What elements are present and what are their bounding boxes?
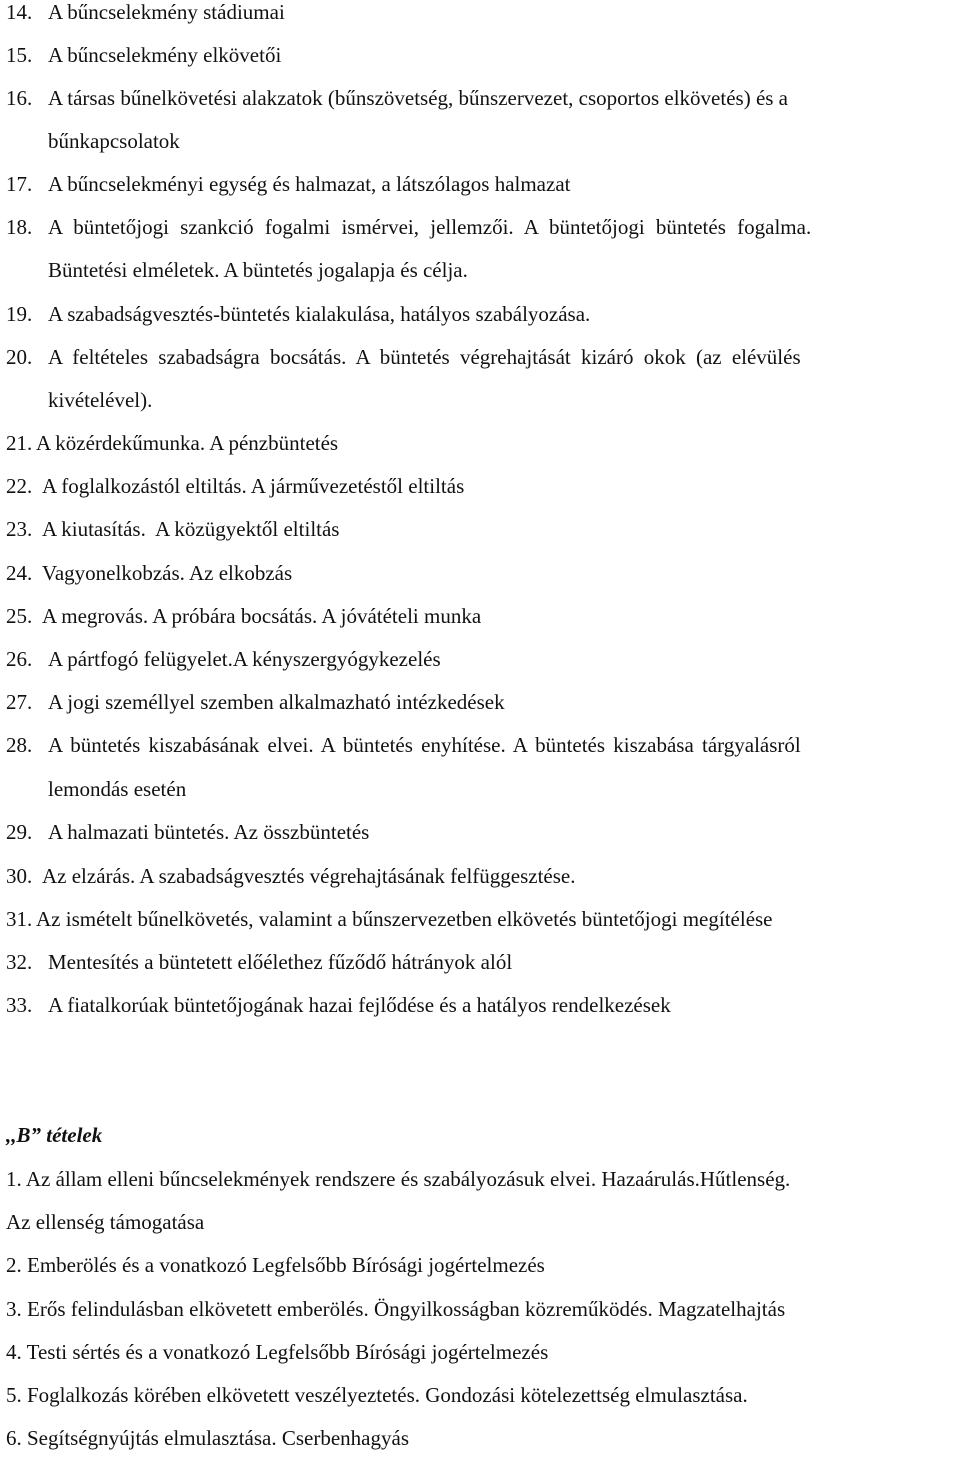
- item-text: Az ismételt bűnelkövetés, valamint a bűnszervezetben elkövetés büntetőjogi megítélése: [36, 907, 773, 931]
- item-text: A büntetőjogi szankció fogalmi ismérvei, jellemzői. A büntetőjogi büntetés fogalma.: [48, 215, 812, 239]
- item-text: Vagyonelkobzás. Az elkobzás: [42, 561, 293, 585]
- list-item: [6, 606, 481, 627]
- list-item: 1. Az állam elleni bűncselekmények rendszere és szabályozásuk elvei. Hazaárulás.Hűtlenség.: [6, 1167, 791, 1191]
- item-text-continuation: Büntetési elméletek. A büntetés jogalapja és célja.: [48, 258, 468, 282]
- item-text-continuation: kivételével).: [48, 388, 153, 412]
- list-item: [6, 735, 801, 756]
- item-number: 17.: [6, 172, 33, 196]
- item-number: 25.: [6, 604, 33, 628]
- item-text: A jogi személlyel szemben alkalmazható intézkedések: [48, 690, 505, 714]
- item-text-continuation: bűnkapcsolatok: [48, 129, 180, 153]
- item-number: 24.: [6, 561, 33, 585]
- list-item: [6, 866, 576, 887]
- list-item: 6. Segítségnyújtás elmulasztása. Cserbenhagyás: [6, 1426, 409, 1450]
- list-item: 3. Erős felindulásban elkövetett emberölés. Öngyilkosságban közreműködés. Magzatelhajtás: [6, 1297, 786, 1321]
- item-text: A halmazati büntetés. Az összbüntetés: [48, 820, 370, 844]
- item-text: A társas bűnelkövetési alakzatok (bűnszövetség, bűnszervezet, csoportos elkövetés) és a: [48, 86, 789, 110]
- item-number: 31.: [6, 907, 33, 931]
- item-text: A bűncselekmény elkövetői: [48, 43, 282, 67]
- item-text: A feltételes szabadságra bocsátás. A büntetés végrehajtását kizáró okok (az elévülés: [48, 345, 801, 369]
- item-number: 26.: [6, 647, 33, 671]
- item-text-continuation: Az ellenség támogatása: [6, 1210, 205, 1234]
- item-number: 16.: [6, 86, 33, 110]
- item-text: Az elzárás. A szabadságvesztés végrehajtásának felfüggesztése.: [42, 864, 576, 888]
- item-number: 32.: [6, 950, 33, 974]
- item-number: 21.: [6, 431, 33, 455]
- item-text-continuation: lemondás esetén: [48, 777, 187, 801]
- list-item: [6, 995, 671, 1016]
- list-item: [6, 304, 590, 325]
- item-number: 18.: [6, 215, 33, 239]
- item-text: A büntetés kiszabásának elvei. A büntetés enyhítése. A büntetés kiszabása tárgyalásról: [48, 733, 801, 757]
- item-number: 15.: [6, 43, 33, 67]
- list-item: [6, 174, 570, 195]
- item-text: A megrovás. A próbára bocsátás. A jóvátételi munka: [42, 604, 482, 628]
- item-text: A bűncselekményi egység és halmazat, a látszólagos halmazat: [48, 172, 571, 196]
- item-text: A közérdekűmunka. A pénzbüntetés: [36, 431, 339, 455]
- item-text: A pártfogó felügyelet.A kényszergyógykezelés: [48, 647, 441, 671]
- list-item: [6, 2, 285, 23]
- list-item: [6, 692, 505, 713]
- item-text: A kiutasítás. A közügyektől eltiltás: [42, 517, 340, 541]
- item-text: A bűncselekmény stádiumai: [48, 0, 285, 24]
- list-item: [6, 88, 954, 109]
- item-number: 20.: [6, 345, 33, 369]
- list-item: [6, 347, 801, 368]
- list-item: 2. Emberölés és a vonatkozó Legfelsőbb Bírósági jogértelmezés: [6, 1253, 545, 1277]
- item-number: 19.: [6, 302, 33, 326]
- item-number: 29.: [6, 820, 33, 844]
- item-number: 14.: [6, 0, 33, 24]
- list-item: [6, 476, 464, 497]
- list-item: [6, 822, 369, 843]
- item-text: A foglalkozástól eltiltás. A járművezetéstől eltiltás: [42, 474, 465, 498]
- list-item: [6, 433, 338, 454]
- list-item: [6, 217, 811, 238]
- list-item: [6, 909, 773, 930]
- list-item: [6, 563, 292, 584]
- item-number: 28.: [6, 733, 33, 757]
- item-text: A fiatalkorúak büntetőjogának hazai fejlődése és a hatályos rendelkezések: [48, 993, 671, 1017]
- list-item: [6, 45, 281, 66]
- section-heading: ,,B” tételek: [6, 1123, 103, 1147]
- item-number: 27.: [6, 690, 33, 714]
- item-text: A szabadságvesztés-büntetés kialakulása, hatályos szabályozása.: [48, 302, 591, 326]
- list-item: [6, 649, 441, 670]
- list-item: 5. Foglalkozás körében elkövetett veszélyeztetés. Gondozási kötelezettség elmulasztása.: [6, 1383, 748, 1407]
- list-item: [6, 519, 339, 540]
- list-item: 4. Testi sértés és a vonatkozó Legfelsőbb Bírósági jogértelmezés: [6, 1340, 549, 1364]
- item-number: 30.: [6, 864, 33, 888]
- item-number: 22.: [6, 474, 33, 498]
- item-text: Mentesítés a büntetett előélethez fűződő hátrányok alól: [48, 950, 513, 974]
- list-item: [6, 952, 512, 973]
- item-number: 33.: [6, 993, 33, 1017]
- item-number: 23.: [6, 517, 33, 541]
